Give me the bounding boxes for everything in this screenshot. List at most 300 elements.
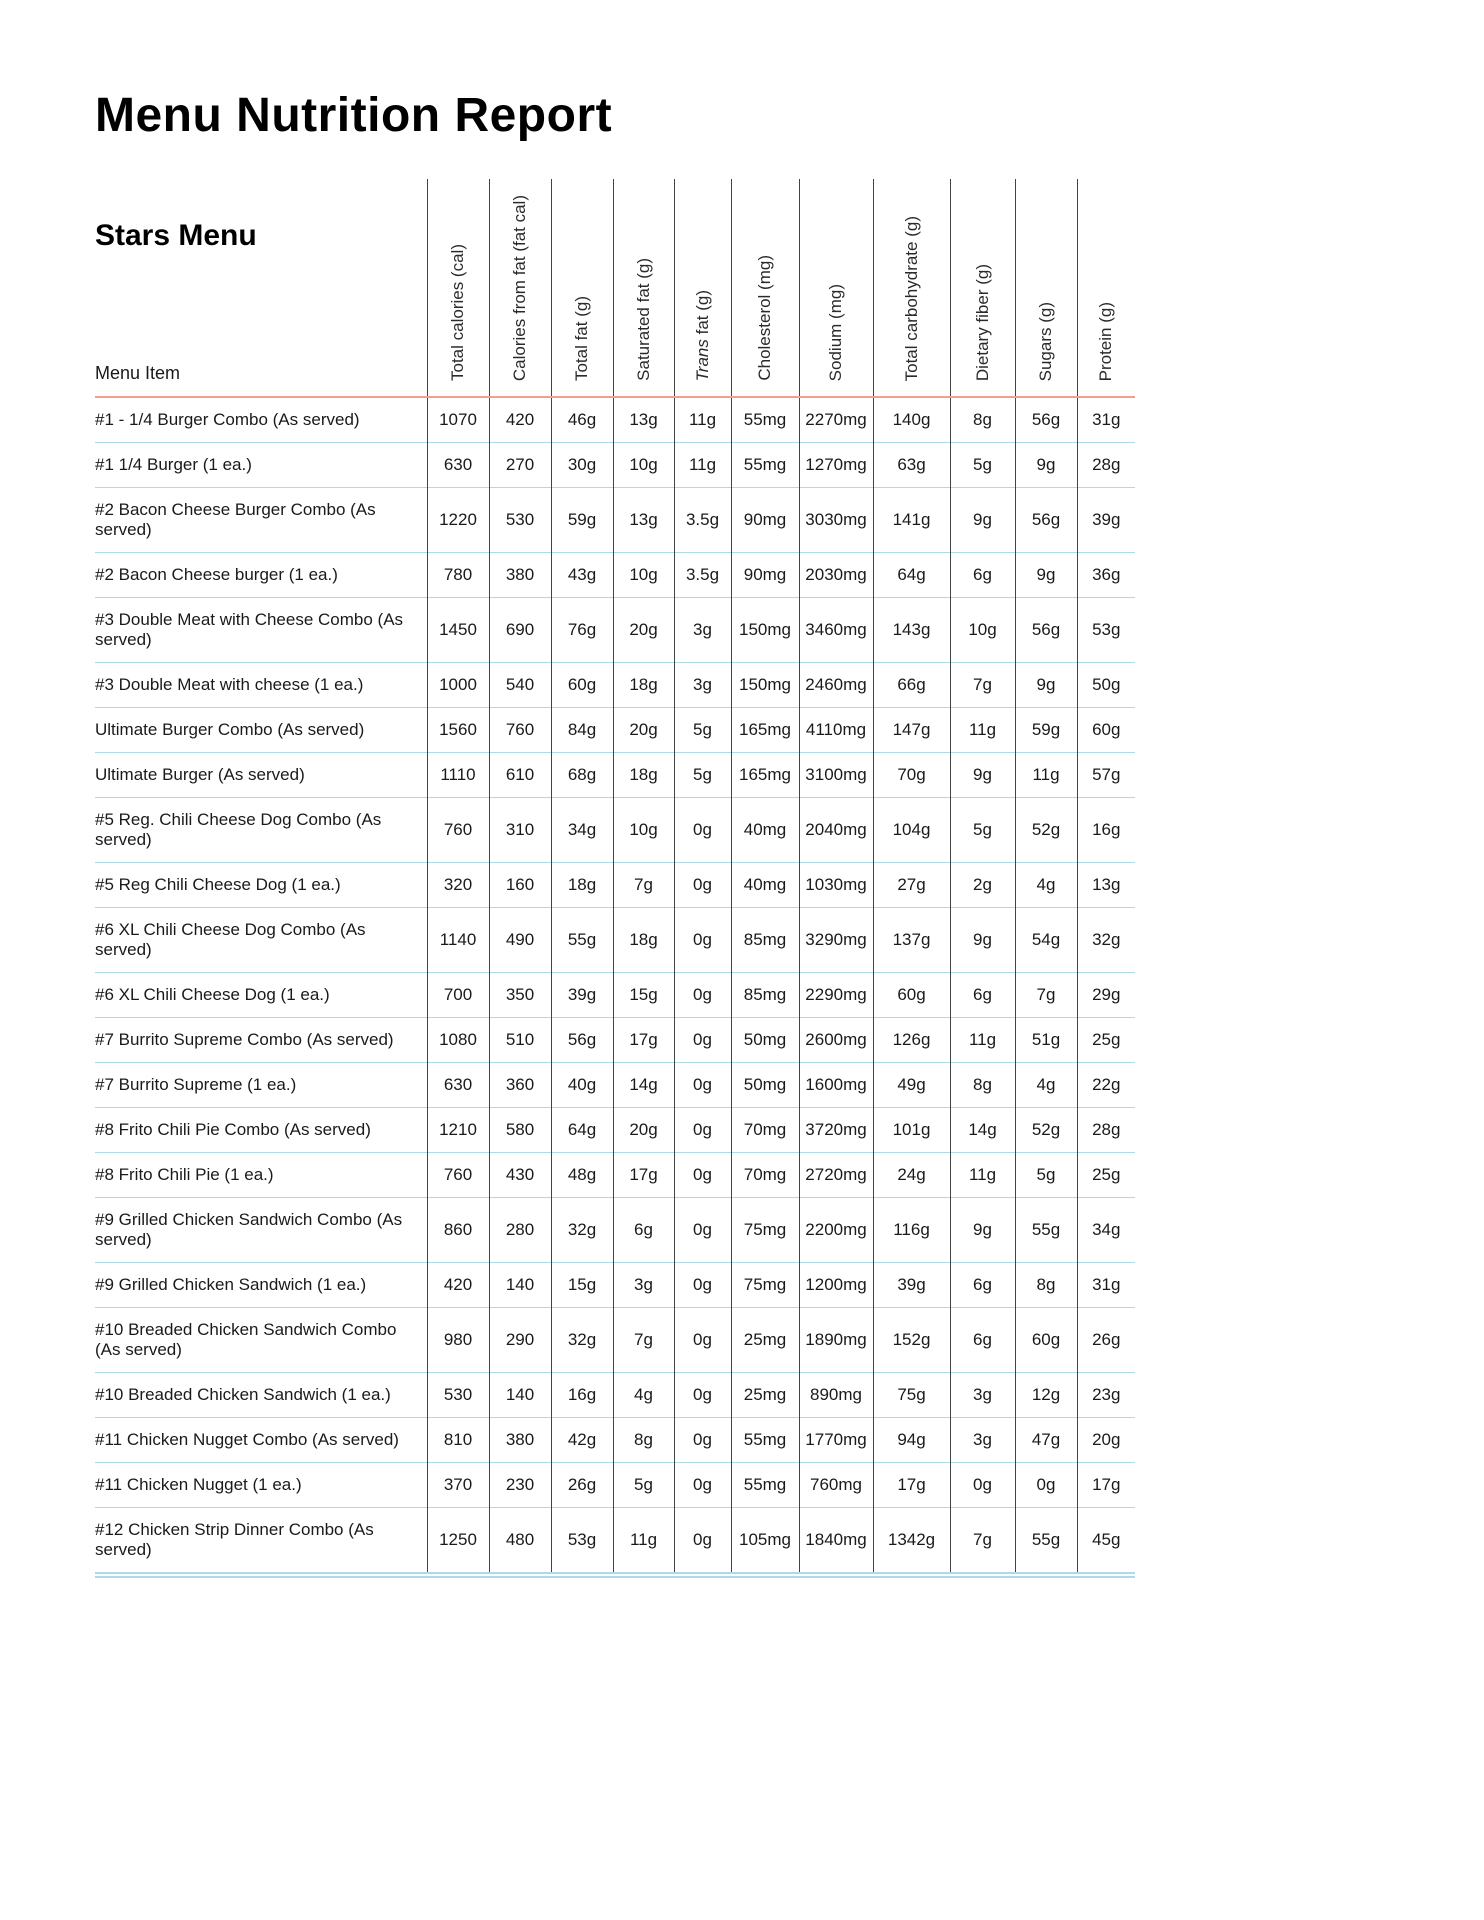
- table-header: [95, 179, 1135, 397]
- value-cell: 0g: [674, 1263, 731, 1308]
- table-row: [95, 908, 1135, 973]
- value-cell: 25mg: [731, 1308, 799, 1373]
- value-cell: 42g: [551, 1418, 613, 1463]
- value-cell: 1000: [427, 663, 489, 708]
- value-cell: 64g: [551, 1108, 613, 1153]
- table-row: [95, 863, 1135, 908]
- value-cell: 3.5g: [674, 488, 731, 553]
- value-cell: 11g: [950, 708, 1015, 753]
- value-cell: 530: [489, 488, 551, 553]
- menu-item-header-cell: [95, 179, 427, 397]
- menu-item-cell: #1 - 1/4 Burger Combo (As served): [95, 397, 427, 443]
- value-cell: 28g: [1077, 1108, 1135, 1153]
- value-cell: 11g: [950, 1018, 1015, 1063]
- value-cell: 17g: [873, 1463, 950, 1508]
- value-cell: 8g: [950, 1063, 1015, 1108]
- value-cell: 17g: [613, 1018, 674, 1063]
- value-cell: 8g: [1015, 1263, 1077, 1308]
- value-cell: 0g: [674, 1153, 731, 1198]
- menu-item-cell: #7 Burrito Supreme Combo (As served): [95, 1018, 427, 1063]
- menu-item-cell: #10 Breaded Chicken Sandwich Combo (As served): [95, 1308, 427, 1373]
- value-cell: 18g: [613, 663, 674, 708]
- value-cell: 14g: [950, 1108, 1015, 1153]
- value-cell: 7g: [613, 863, 674, 908]
- value-cell: 4110mg: [799, 708, 873, 753]
- value-cell: 59g: [551, 488, 613, 553]
- value-cell: 6g: [950, 1263, 1015, 1308]
- value-cell: 230: [489, 1463, 551, 1508]
- value-cell: 17g: [1077, 1463, 1135, 1508]
- value-cell: 70g: [873, 753, 950, 798]
- table-row: [95, 443, 1135, 488]
- value-cell: 1600mg: [799, 1063, 873, 1108]
- value-cell: 6g: [950, 553, 1015, 598]
- table-row: [95, 1198, 1135, 1263]
- value-cell: 165mg: [731, 753, 799, 798]
- value-cell: 66g: [873, 663, 950, 708]
- value-cell: 49g: [873, 1063, 950, 1108]
- value-cell: 30g: [551, 443, 613, 488]
- value-cell: 9g: [1015, 443, 1077, 488]
- value-cell: 32g: [551, 1308, 613, 1373]
- value-cell: 1770mg: [799, 1418, 873, 1463]
- value-cell: 630: [427, 1063, 489, 1108]
- value-cell: 10g: [613, 553, 674, 598]
- value-cell: 56g: [1015, 488, 1077, 553]
- value-cell: 9g: [950, 908, 1015, 973]
- value-cell: 40g: [551, 1063, 613, 1108]
- menu-item-cell: #10 Breaded Chicken Sandwich (1 ea.): [95, 1373, 427, 1418]
- value-cell: 890mg: [799, 1373, 873, 1418]
- column-header: [427, 179, 489, 397]
- value-cell: 540: [489, 663, 551, 708]
- value-cell: 0g: [674, 1308, 731, 1373]
- value-cell: 20g: [613, 598, 674, 663]
- menu-item-cell: #9 Grilled Chicken Sandwich (1 ea.): [95, 1263, 427, 1308]
- value-cell: 24g: [873, 1153, 950, 1198]
- value-cell: 1070: [427, 397, 489, 443]
- value-cell: 94g: [873, 1418, 950, 1463]
- value-cell: 980: [427, 1308, 489, 1373]
- value-cell: 68g: [551, 753, 613, 798]
- value-cell: 0g: [674, 798, 731, 863]
- value-cell: 7g: [613, 1308, 674, 1373]
- value-cell: 55g: [551, 908, 613, 973]
- value-cell: 780: [427, 553, 489, 598]
- value-cell: 90mg: [731, 488, 799, 553]
- menu-item-cell: #5 Reg Chili Cheese Dog (1 ea.): [95, 863, 427, 908]
- value-cell: 28g: [1077, 443, 1135, 488]
- value-cell: 11g: [613, 1508, 674, 1576]
- value-cell: 1210: [427, 1108, 489, 1153]
- value-cell: 150mg: [731, 663, 799, 708]
- value-cell: 1110: [427, 753, 489, 798]
- value-cell: 3g: [674, 598, 731, 663]
- value-cell: 3030mg: [799, 488, 873, 553]
- value-cell: 116g: [873, 1198, 950, 1263]
- value-cell: 2g: [950, 863, 1015, 908]
- value-cell: 53g: [1077, 598, 1135, 663]
- value-cell: 60g: [1077, 708, 1135, 753]
- menu-item-cell: #6 XL Chili Cheese Dog Combo (As served): [95, 908, 427, 973]
- value-cell: 75g: [873, 1373, 950, 1418]
- value-cell: 10g: [950, 598, 1015, 663]
- table-row: [95, 488, 1135, 553]
- column-header: [613, 179, 674, 397]
- menu-item-cell: #2 Bacon Cheese burger (1 ea.): [95, 553, 427, 598]
- value-cell: 760: [427, 1153, 489, 1198]
- value-cell: 430: [489, 1153, 551, 1198]
- column-header: [799, 179, 873, 397]
- value-cell: 18g: [613, 908, 674, 973]
- column-header-label: Total fat (g): [572, 295, 591, 381]
- table-row: [95, 553, 1135, 598]
- menu-item-cell: #11 Chicken Nugget (1 ea.): [95, 1463, 427, 1508]
- value-cell: 143g: [873, 598, 950, 663]
- value-cell: 85mg: [731, 908, 799, 973]
- value-cell: 700: [427, 973, 489, 1018]
- column-header-label: Cholesterol (mg): [755, 255, 774, 381]
- value-cell: 47g: [1015, 1418, 1077, 1463]
- column-header: [674, 179, 731, 397]
- value-cell: 1250: [427, 1508, 489, 1576]
- value-cell: 2720mg: [799, 1153, 873, 1198]
- menu-item-cell: #12 Chicken Strip Dinner Combo (As served): [95, 1508, 427, 1576]
- value-cell: 5g: [674, 753, 731, 798]
- value-cell: 5g: [1015, 1153, 1077, 1198]
- column-header: [489, 179, 551, 397]
- value-cell: 480: [489, 1508, 551, 1576]
- column-header-label: Calories from fat (fat cal): [510, 194, 529, 381]
- value-cell: 2290mg: [799, 973, 873, 1018]
- value-cell: 580: [489, 1108, 551, 1153]
- value-cell: 3100mg: [799, 753, 873, 798]
- column-header-label: Protein (g): [1096, 301, 1116, 381]
- value-cell: 45g: [1077, 1508, 1135, 1576]
- value-cell: 85mg: [731, 973, 799, 1018]
- table-row: [95, 663, 1135, 708]
- value-cell: 1270mg: [799, 443, 873, 488]
- value-cell: 55mg: [731, 397, 799, 443]
- column-header-label: Trans fat (g): [692, 289, 712, 381]
- value-cell: 46g: [551, 397, 613, 443]
- value-cell: 51g: [1015, 1018, 1077, 1063]
- value-cell: 75mg: [731, 1263, 799, 1308]
- value-cell: 56g: [1015, 397, 1077, 443]
- value-cell: 101g: [873, 1108, 950, 1153]
- value-cell: 39g: [551, 973, 613, 1018]
- value-cell: 350: [489, 973, 551, 1018]
- value-cell: 25mg: [731, 1373, 799, 1418]
- menu-item-cell: #11 Chicken Nugget Combo (As served): [95, 1418, 427, 1463]
- column-header: [873, 179, 950, 397]
- value-cell: 152g: [873, 1308, 950, 1373]
- value-cell: 1080: [427, 1018, 489, 1063]
- value-cell: 13g: [613, 397, 674, 443]
- value-cell: 8g: [950, 397, 1015, 443]
- menu-item-cell: #1 1/4 Burger (1 ea.): [95, 443, 427, 488]
- value-cell: 57g: [1077, 753, 1135, 798]
- value-cell: 690: [489, 598, 551, 663]
- value-cell: 59g: [1015, 708, 1077, 753]
- value-cell: 0g: [1015, 1463, 1077, 1508]
- menu-item-cell: #7 Burrito Supreme (1 ea.): [95, 1063, 427, 1108]
- value-cell: 810: [427, 1418, 489, 1463]
- table-row: [95, 1308, 1135, 1373]
- section-title: Stars Menu: [95, 219, 257, 252]
- value-cell: 50mg: [731, 1063, 799, 1108]
- value-cell: 34g: [551, 798, 613, 863]
- column-header-label: Saturated fat (g): [633, 258, 653, 381]
- value-cell: 490: [489, 908, 551, 973]
- value-cell: 75mg: [731, 1198, 799, 1263]
- value-cell: 126g: [873, 1018, 950, 1063]
- column-header-label: Total calories (cal): [448, 244, 467, 381]
- value-cell: 39g: [1077, 488, 1135, 553]
- value-cell: 530: [427, 1373, 489, 1418]
- value-cell: 20g: [1077, 1418, 1135, 1463]
- table-row: [95, 753, 1135, 798]
- table-row: [95, 1418, 1135, 1463]
- value-cell: 165mg: [731, 708, 799, 753]
- value-cell: 6g: [950, 1308, 1015, 1373]
- value-cell: 6g: [950, 973, 1015, 1018]
- value-cell: 9g: [1015, 553, 1077, 598]
- value-cell: 1450: [427, 598, 489, 663]
- value-cell: 22g: [1077, 1063, 1135, 1108]
- column-header: [1077, 179, 1135, 397]
- menu-item-cell: #5 Reg. Chili Cheese Dog Combo (As served): [95, 798, 427, 863]
- value-cell: 10g: [613, 798, 674, 863]
- value-cell: 40mg: [731, 863, 799, 908]
- value-cell: 18g: [613, 753, 674, 798]
- value-cell: 15g: [613, 973, 674, 1018]
- value-cell: 52g: [1015, 1108, 1077, 1153]
- value-cell: 420: [489, 397, 551, 443]
- column-header-label: Sodium (mg): [826, 283, 845, 381]
- value-cell: 3g: [950, 1373, 1015, 1418]
- value-cell: 4g: [613, 1373, 674, 1418]
- value-cell: 60g: [873, 973, 950, 1018]
- value-cell: 2460mg: [799, 663, 873, 708]
- value-cell: 360: [489, 1063, 551, 1108]
- table-body: [95, 397, 1135, 1575]
- value-cell: 11g: [950, 1153, 1015, 1198]
- value-cell: 7g: [950, 1508, 1015, 1576]
- value-cell: 104g: [873, 798, 950, 863]
- value-cell: 10g: [613, 443, 674, 488]
- value-cell: 4g: [1015, 1063, 1077, 1108]
- column-header: [551, 179, 613, 397]
- value-cell: 290: [489, 1308, 551, 1373]
- value-cell: 53g: [551, 1508, 613, 1576]
- value-cell: 29g: [1077, 973, 1135, 1018]
- value-cell: 0g: [674, 1198, 731, 1263]
- value-cell: 1840mg: [799, 1508, 873, 1576]
- value-cell: 1890mg: [799, 1308, 873, 1373]
- value-cell: 5g: [950, 443, 1015, 488]
- page-title: Menu Nutrition Report: [95, 89, 613, 142]
- value-cell: 52g: [1015, 798, 1077, 863]
- value-cell: 0g: [950, 1463, 1015, 1508]
- table-row: [95, 1153, 1135, 1198]
- value-cell: 56g: [1015, 598, 1077, 663]
- menu-item-cell: #9 Grilled Chicken Sandwich Combo (As served): [95, 1198, 427, 1263]
- value-cell: 8g: [613, 1418, 674, 1463]
- table-row: [95, 1463, 1135, 1508]
- column-header: [1015, 179, 1077, 397]
- value-cell: 7g: [1015, 973, 1077, 1018]
- value-cell: 0g: [674, 973, 731, 1018]
- value-cell: 25g: [1077, 1153, 1135, 1198]
- value-cell: 31g: [1077, 397, 1135, 443]
- value-cell: 270: [489, 443, 551, 488]
- value-cell: 5g: [613, 1463, 674, 1508]
- value-cell: 310: [489, 798, 551, 863]
- value-cell: 630: [427, 443, 489, 488]
- menu-item-cell: Ultimate Burger (As served): [95, 753, 427, 798]
- value-cell: 0g: [674, 1418, 731, 1463]
- value-cell: 43g: [551, 553, 613, 598]
- value-cell: 84g: [551, 708, 613, 753]
- value-cell: 1560: [427, 708, 489, 753]
- value-cell: 56g: [551, 1018, 613, 1063]
- value-cell: 20g: [613, 1108, 674, 1153]
- value-cell: 140: [489, 1263, 551, 1308]
- value-cell: 0g: [674, 1508, 731, 1576]
- value-cell: 610: [489, 753, 551, 798]
- value-cell: 50g: [1077, 663, 1135, 708]
- value-cell: 54g: [1015, 908, 1077, 973]
- value-cell: 64g: [873, 553, 950, 598]
- value-cell: 34g: [1077, 1198, 1135, 1263]
- value-cell: 39g: [873, 1263, 950, 1308]
- value-cell: 2030mg: [799, 553, 873, 598]
- table-row: [95, 973, 1135, 1018]
- value-cell: 320: [427, 863, 489, 908]
- menu-item-cell: #2 Bacon Cheese Burger Combo (As served): [95, 488, 427, 553]
- value-cell: 26g: [551, 1463, 613, 1508]
- value-cell: 3460mg: [799, 598, 873, 663]
- table-row: [95, 397, 1135, 443]
- value-cell: 36g: [1077, 553, 1135, 598]
- value-cell: 9g: [1015, 663, 1077, 708]
- menu-item-cell: #8 Frito Chili Pie Combo (As served): [95, 1108, 427, 1153]
- value-cell: 3g: [950, 1418, 1015, 1463]
- value-cell: 1342g: [873, 1508, 950, 1576]
- value-cell: 50mg: [731, 1018, 799, 1063]
- value-cell: 420: [427, 1263, 489, 1308]
- value-cell: 1030mg: [799, 863, 873, 908]
- value-cell: 26g: [1077, 1308, 1135, 1373]
- value-cell: 3g: [674, 663, 731, 708]
- table-row: [95, 598, 1135, 663]
- nutrition-table: [95, 179, 1135, 1578]
- value-cell: 25g: [1077, 1018, 1135, 1063]
- value-cell: 6g: [613, 1198, 674, 1263]
- value-cell: 31g: [1077, 1263, 1135, 1308]
- value-cell: 23g: [1077, 1373, 1135, 1418]
- value-cell: 0g: [674, 1373, 731, 1418]
- value-cell: 11g: [674, 443, 731, 488]
- value-cell: 2600mg: [799, 1018, 873, 1063]
- table-row: [95, 1263, 1135, 1308]
- value-cell: 9g: [950, 753, 1015, 798]
- value-cell: 18g: [551, 863, 613, 908]
- value-cell: 105mg: [731, 1508, 799, 1576]
- table-row: [95, 1108, 1135, 1153]
- value-cell: 3.5g: [674, 553, 731, 598]
- value-cell: 1200mg: [799, 1263, 873, 1308]
- value-cell: 11g: [1015, 753, 1077, 798]
- value-cell: 13g: [613, 488, 674, 553]
- value-cell: 150mg: [731, 598, 799, 663]
- menu-item-cell: #6 XL Chili Cheese Dog (1 ea.): [95, 973, 427, 1018]
- value-cell: 55mg: [731, 443, 799, 488]
- value-cell: 860: [427, 1198, 489, 1263]
- value-cell: 16g: [551, 1373, 613, 1418]
- value-cell: 760mg: [799, 1463, 873, 1508]
- value-cell: 160: [489, 863, 551, 908]
- value-cell: 32g: [1077, 908, 1135, 973]
- value-cell: 1140: [427, 908, 489, 973]
- table-row: [95, 1373, 1135, 1418]
- value-cell: 15g: [551, 1263, 613, 1308]
- value-cell: 380: [489, 1418, 551, 1463]
- table-row: [95, 1063, 1135, 1108]
- value-cell: 280: [489, 1198, 551, 1263]
- value-cell: 0g: [674, 1063, 731, 1108]
- value-cell: 13g: [1077, 863, 1135, 908]
- value-cell: 60g: [1015, 1308, 1077, 1373]
- value-cell: 5g: [674, 708, 731, 753]
- value-cell: 9g: [950, 1198, 1015, 1263]
- table-row: [95, 708, 1135, 753]
- value-cell: 55mg: [731, 1463, 799, 1508]
- value-cell: 60g: [551, 663, 613, 708]
- value-cell: 0g: [674, 1108, 731, 1153]
- column-header-label: Sugars (g): [1036, 301, 1055, 381]
- header-row: [95, 179, 1135, 397]
- table-row: [95, 798, 1135, 863]
- value-cell: 140g: [873, 397, 950, 443]
- column-header-label: Total carbohydrate (g): [901, 215, 921, 381]
- value-cell: 0g: [674, 863, 731, 908]
- value-cell: 380: [489, 553, 551, 598]
- value-cell: 90mg: [731, 553, 799, 598]
- value-cell: 140: [489, 1373, 551, 1418]
- value-cell: 2040mg: [799, 798, 873, 863]
- value-cell: 760: [427, 798, 489, 863]
- value-cell: 760: [489, 708, 551, 753]
- value-cell: 147g: [873, 708, 950, 753]
- value-cell: 3290mg: [799, 908, 873, 973]
- value-cell: 16g: [1077, 798, 1135, 863]
- value-cell: 27g: [873, 863, 950, 908]
- value-cell: 11g: [674, 397, 731, 443]
- menu-item-cell: #3 Double Meat with Cheese Combo (As served): [95, 598, 427, 663]
- value-cell: 17g: [613, 1153, 674, 1198]
- value-cell: 55g: [1015, 1508, 1077, 1576]
- column-header: [731, 179, 799, 397]
- value-cell: 2200mg: [799, 1198, 873, 1263]
- value-cell: 7g: [950, 663, 1015, 708]
- value-cell: 55mg: [731, 1418, 799, 1463]
- menu-item-column-header: Menu Item: [95, 363, 181, 383]
- value-cell: 1220: [427, 488, 489, 553]
- value-cell: 63g: [873, 443, 950, 488]
- value-cell: 141g: [873, 488, 950, 553]
